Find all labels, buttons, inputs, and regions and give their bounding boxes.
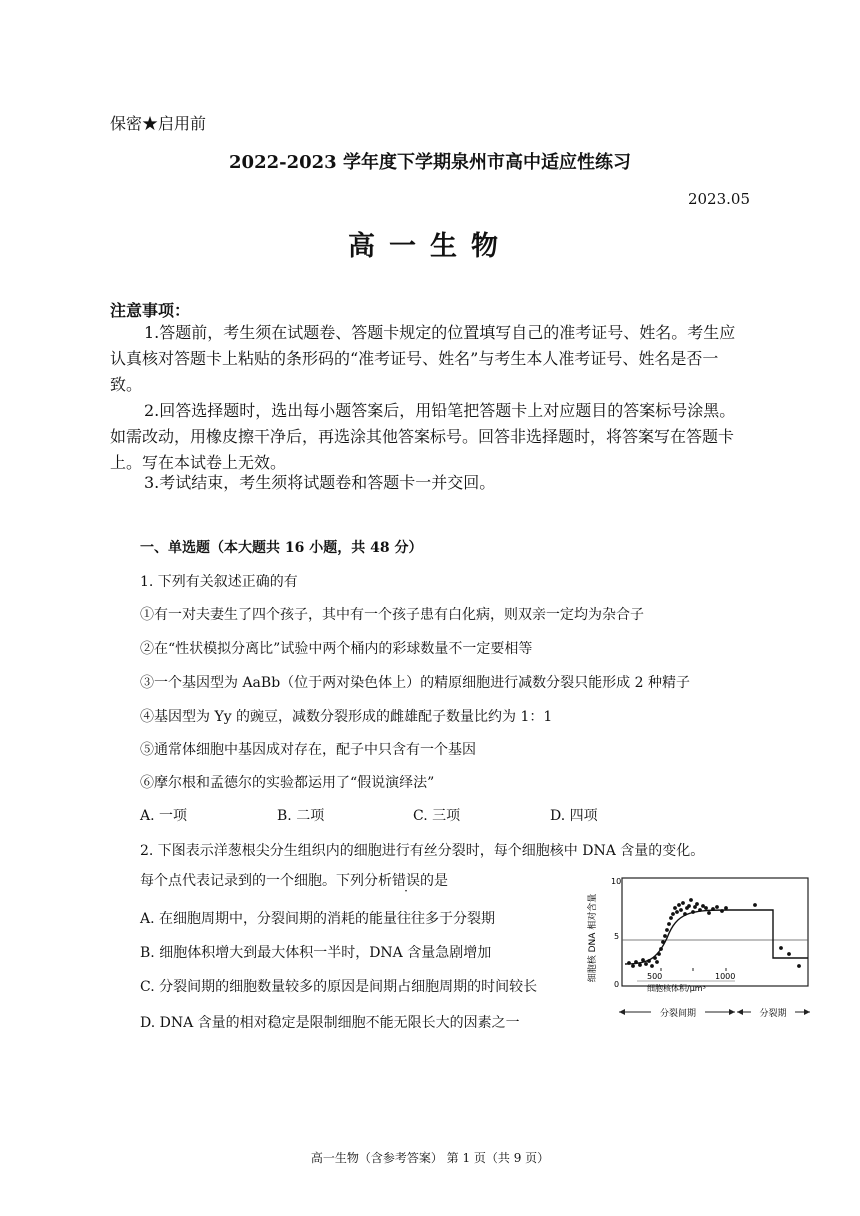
figure-data-point [667,922,671,926]
figure-frame [622,878,808,986]
figure-data-point [779,946,783,950]
figure-data-point [687,904,691,908]
figure-data-point [797,964,801,968]
q1-stem: 1. 下列有关叙述正确的有 [140,574,298,590]
figure-data-point [650,964,654,968]
figure-data-point [683,912,687,916]
figure-data-point [669,916,673,920]
figure-data-point [675,910,679,914]
q2-stem-line1: 2. 下图表示洋葱根尖分生组织内的细胞进行有丝分裂时，每个细胞核中 DNA 含量的变化。 [140,843,705,859]
figure-data-point [704,906,708,910]
confidential-mark: 保密★启用前 [110,114,207,133]
dna-content-figure [585,870,820,1030]
figure-data-point [634,960,638,964]
figure-data-point [644,962,648,966]
figure-xtick-1000: 1000 [715,972,736,981]
figure-data-point [671,912,675,916]
figure-mitosis-step [730,910,808,958]
q2-option-a: A. 在细胞周期中，分裂间期的消耗的能量往往多于分裂期 [140,911,496,927]
notice-heading: 注意事项： [110,301,191,320]
figure-data-point [724,906,728,910]
notice-item-2: 2.回答选择题时，选出每小题答案后，用铅笔把答题卡上对应题目的答案标号涂黑。如需改动，用橡皮擦干净后，再选涂其他答案标号。回答非选择题时，将答案写在答题卡上。写在本试卷上无效。 [110,401,736,472]
figure-data-point [638,963,642,967]
figure-data-point [677,903,681,907]
figure-data-point [665,928,669,932]
q2-option-d: D. DNA 含量的相对稳定是限制细胞不能无限长大的因素之一 [140,1015,520,1031]
figure-data-point [695,902,699,906]
q1-statement-4: ④基因型为 Yy 的豌豆，减数分裂形成的雌雄配子数量比约为 1：1 [140,709,553,725]
figure-data-point [641,958,645,962]
q1-option-c: C. 三项 [413,808,461,824]
exam-title: 2022-2023 学年度下学期泉州市高中适应性练习 [229,152,631,173]
figure-data-point [711,907,715,911]
figure-data-point [627,961,631,965]
figure-data-point [659,947,663,951]
figure-data-point [661,940,665,944]
figure-data-point [787,952,791,956]
figure-data-point [681,901,685,905]
figure-data-point [720,909,724,913]
section-heading: 一、单选题（本大题共 16 小题，共 48 分） [140,540,423,556]
figure-data-point [673,906,677,910]
q1-statement-5: ⑤通常体细胞中基因成对存在，配子中只含有一个基因 [140,742,476,758]
q1-option-a: A. 一项 [140,808,188,824]
figure-phase-interphase: 分裂间期 [659,1009,697,1019]
figure-data-point [655,960,659,964]
figure-data-point [698,908,702,912]
subject-title: 高一生物 [348,231,512,262]
q1-statement-3: ③一个基因型为 AaBb（位于两对染色体上）的精原细胞进行减数分裂只能形成 2 种精子 [140,675,690,691]
figure-ytick-10: 10 [611,877,622,886]
figure-xtick-500: 500 [647,972,663,981]
figure-xlabel: 细胞核体积/μm³ [647,984,706,993]
figure-data-point [653,956,657,960]
figure-ytick-0: 0 [614,980,620,989]
figure-data-point [679,908,683,912]
figure-data-point [657,952,661,956]
exam-date: 2023.05 [687,190,750,208]
figure-data-point [689,898,693,902]
q1-statement-2: ②在“性状模拟分离比”试验中两个桶内的彩球数量不一定要相等 [140,641,533,657]
figure-data-point [663,934,667,938]
q1-option-d: D. 四项 [550,808,598,824]
q2-stem-line2: 每个点代表记录到的一个细胞。下列分析错误的是 [140,873,448,889]
figure-data-point [715,905,719,909]
figure-data-point [631,964,635,968]
q1-statement-1: ①有一对夫妻生了四个孩子，其中有一个孩子患有白化病，则双亲一定均为杂合子 [140,607,644,623]
figure-data-point [753,903,757,907]
notice-item-3: 3.考试结束，考生须将试题卷和答题卡一并交回。 [144,473,496,492]
q1-option-b: B. 二项 [277,808,325,824]
q1-options [140,805,598,825]
q2-option-c: C. 分裂间期的细胞数量较多的原因是间期占细胞周期的时间较长 [140,979,538,995]
figure-data-point [691,910,695,914]
figure-data-point [647,959,651,963]
figure-interphase-curve [625,910,730,964]
figure-phase-mitosis: 分裂期 [759,1009,787,1019]
figure-ylabel: 细胞核 DNA 相对含量 [588,893,598,983]
notice-item-1: 1.答题前，考生须在试题卷、答题卡规定的位置填写自己的准考证号、姓名。考生应认真核对答题卡上粘贴的条形码的“准考证号、姓名”与考生本人准考证号、姓名是否一致。 [110,323,736,394]
figure-data-point [707,911,711,915]
figure-ytick-5: 5 [614,932,620,941]
page-footer: 高一生物（含参考答案） 第 1 页（共 9 页） [310,1151,550,1165]
q2-option-b: B. 细胞体积增大到最大体积一半时，DNA 含量急剧增加 [140,945,492,961]
q1-statement-6: ⑥摩尔根和孟德尔的实验都运用了“假说演绎法” [140,775,435,791]
q2-emphasis: 错误 [392,873,420,889]
